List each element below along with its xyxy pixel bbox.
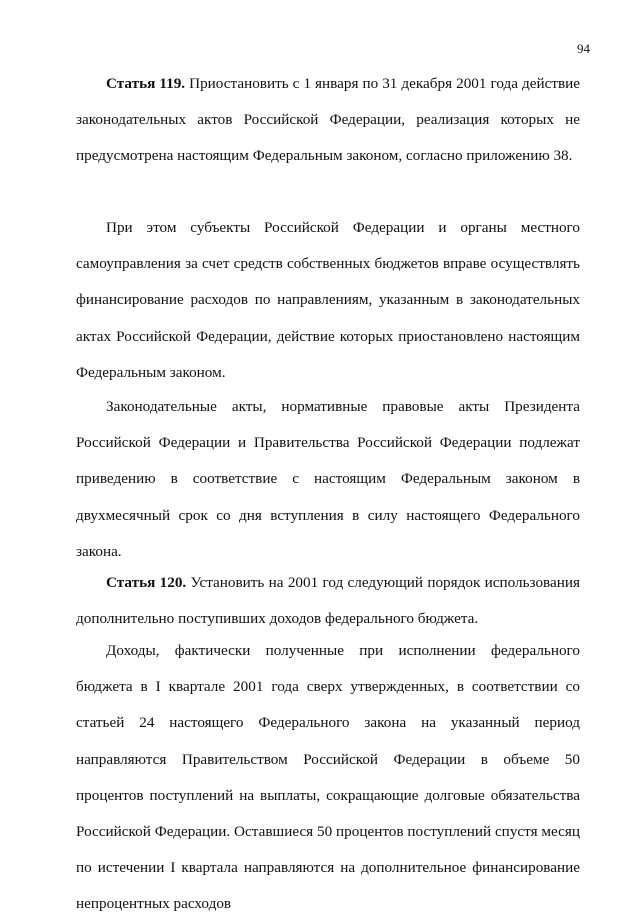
paragraph-text: Установить на 2001 год следующий порядок использования дополнительно поступивших доходов федерального бюджета. xyxy=(76,574,581,628)
paragraph-text: При этом субъекты Российской Федерации и органы местного самоуправления за счет средств собственных бюджетов вправе осуществлять финансирование расходов по направлениям, указанным в законодательных актах Российской Федерации, действие которых приостановлено настоящим Федеральным законом. xyxy=(76,219,580,381)
paragraph-text: Законодательные акты, нормативные правовые акты Президента Российской Федерации и Правительства Российской Федерации подлежат приведению в соответствие с настоящим Федеральным законом в двухмесячный срок со дня вступления в силу настоящего Федерального закона. xyxy=(76,398,580,560)
paragraph-text: Приостановить с 1 января по 31 декабря 2001 года действие законодательных актов Российской Федерации, реализация которых не предусмотрена настоящим Федеральным законом, согласно приложению 38. xyxy=(76,75,581,165)
paragraph-subjects-financing xyxy=(76,210,580,391)
paragraph-text: Доходы, фактически полученные при исполнении федерального бюджета в I квартале 2001 года сверх утвержденных, в соответствии со статьей 24 настоящего Федерального закона на указанный период направляются Правительством Российской Федерации в объеме 50 процентов поступлений на выплаты, сокращающие долговые обязательства Российской Федерации. Оставшиеся 50 процентов поступлений спустя месяц по истечении I квартала направляются на дополнительное финансирование непроцентных расходов xyxy=(76,642,580,913)
page-number: 94 xyxy=(577,41,590,56)
paragraph-article-119 xyxy=(76,66,580,175)
paragraph-revenues xyxy=(76,633,580,923)
article-title: Статья 120. xyxy=(106,574,187,591)
paragraph-legislative-acts xyxy=(76,389,580,570)
article-title: Статья 119. xyxy=(106,75,186,92)
paragraph-article-120 xyxy=(76,565,580,637)
